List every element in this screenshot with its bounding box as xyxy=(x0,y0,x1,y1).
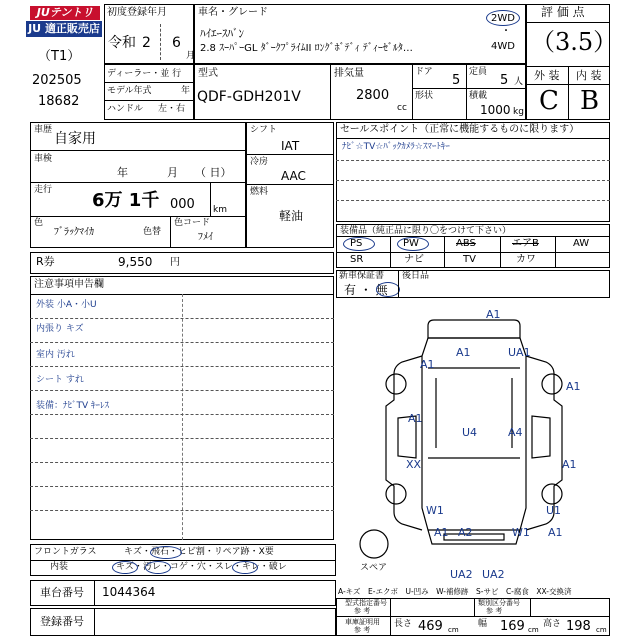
ac-value: AAC xyxy=(281,169,306,183)
inspection-day-unit: （ 日） xyxy=(195,166,232,179)
doors-value: 5 xyxy=(452,73,461,88)
color-code-label: 色コード xyxy=(174,218,211,228)
note-line: シート すれ xyxy=(36,375,84,385)
damage-mark: A1 xyxy=(566,380,581,393)
interior-label: 内 装 xyxy=(576,69,602,82)
exterior-grade: C xyxy=(539,86,559,116)
damage-mark: A1 xyxy=(408,412,423,425)
car-name-label: 車名・グレード xyxy=(198,7,268,18)
chassis-label: 車台番号 xyxy=(40,586,84,599)
inspection-label: 車検 xyxy=(34,154,53,164)
equipment-sr: SR xyxy=(350,254,364,265)
drive-separator: ・ xyxy=(501,26,511,37)
type-label: 型式 xyxy=(198,68,218,79)
capacity-unit: 人 xyxy=(514,77,524,87)
recycle-label: R券 xyxy=(36,255,55,268)
damage-mark: W1 xyxy=(512,526,530,539)
dealer-import-label: ディーラー・並 行 xyxy=(107,69,182,79)
tag-code: （T1） xyxy=(38,49,81,64)
notes-label: 注意事項申告欄 xyxy=(34,279,104,290)
note-line: 内張り キズ xyxy=(36,324,84,334)
cert-label: 車庫証明用 xyxy=(345,618,380,626)
damage-mark: UA1 xyxy=(508,346,531,359)
class-label: 類別区分番号 xyxy=(478,599,520,607)
warranty-value: 有 ・ 無 xyxy=(344,283,388,297)
damage-legend: A-キズ E-エクボ U-凹み W-補修跡 S-サビ C-腐食 XX-交換済 xyxy=(338,587,572,596)
selling-points-box xyxy=(336,122,610,222)
vehicle-damage-diagram xyxy=(336,298,610,582)
load-unit: kg xyxy=(513,107,524,117)
logo-dealer-text: 適正販売店 xyxy=(44,22,100,35)
damage-mark: A2 xyxy=(458,526,473,539)
color-change-label: 色替 xyxy=(143,227,162,237)
evaluation-label: 評 価 点 xyxy=(541,5,585,19)
mileage-unit: km xyxy=(213,205,227,215)
shape-label: 形状 xyxy=(415,91,434,101)
model-year-unit: 年 xyxy=(181,86,191,96)
spare-label: スペア xyxy=(360,563,388,573)
mileage-value: 6万 1千 xyxy=(92,190,160,211)
length-unit: cm xyxy=(448,626,459,634)
handle-label: ハンドル xyxy=(107,104,144,114)
handle-value: 左・右 xyxy=(158,104,186,114)
mileage-label: 走行 xyxy=(34,185,53,195)
front-glass-value: キズ・飛石・ヒビ割・リペア跡・X要 xyxy=(124,547,274,557)
equipment-label: 装備品（純正品に限り〇をつけて下さい） xyxy=(340,226,512,236)
type-cert-label: 型式指定番号 xyxy=(345,599,387,607)
note-line: 外装 小A・小U xyxy=(36,300,97,310)
registration-label: 初度登録年月 xyxy=(107,7,167,18)
equipment-airbag: エアB xyxy=(512,238,539,249)
interior-grade: B xyxy=(580,86,600,116)
car-grade: 2.8 ｽｰﾊﾟｰGL ﾀﾞｰｸﾌﾟﾗｲﾑII ﾛﾝｸﾞﾎﾞﾃﾞｨ ﾃﾞｨｰｾﾞﾙﾀ… xyxy=(200,43,413,54)
evaluation-score: （3.5） xyxy=(531,28,618,56)
ac-label: 冷房 xyxy=(250,157,269,167)
length-value: 469 xyxy=(418,619,443,634)
equipment-navi: ナビ xyxy=(404,254,424,265)
chassis-value: 1044364 xyxy=(102,585,156,599)
damage-mark: XX xyxy=(406,458,422,471)
note-line: 室内 汚れ xyxy=(36,350,75,360)
registration-month-unit: 月 xyxy=(186,51,196,61)
shift-value: IAT xyxy=(281,139,300,153)
width-value: 169 xyxy=(500,619,525,634)
load-value: 1000 xyxy=(480,103,511,117)
height-unit: cm xyxy=(596,626,607,634)
date-code: 202505 xyxy=(32,73,82,88)
drive-2wd: 2WD xyxy=(491,13,515,24)
mileage-rest: 000 xyxy=(170,197,195,212)
damage-mark: U4 xyxy=(462,426,478,439)
car-name: ﾊｲｴｰｽﾊﾞﾝ xyxy=(200,27,244,40)
damage-mark: A1 xyxy=(456,346,471,359)
front-glass-label: フロントガラス xyxy=(34,547,97,557)
fuel-value: 軽油 xyxy=(279,209,304,223)
recycle-unit: 円 xyxy=(170,257,180,268)
damage-mark: UA2 xyxy=(450,568,473,581)
equipment-tv: TV xyxy=(463,254,476,265)
damage-mark: A1 xyxy=(486,308,501,321)
type-value: QDF-GDH201V xyxy=(197,89,301,105)
recycle-box xyxy=(30,252,334,274)
interior-cond-label: 内装 xyxy=(50,562,69,572)
later-items-label: 後日品 xyxy=(402,271,430,281)
damage-mark: A4 xyxy=(508,426,523,439)
damage-mark: A1 xyxy=(562,458,577,471)
registration-year: 2 xyxy=(142,35,151,51)
interior-cond-value: キズ・汚レ・コゲ・穴・スレ・キレ・破レ xyxy=(116,562,287,572)
displacement-label: 排気量 xyxy=(334,68,364,79)
logo-brand: JUテントリ xyxy=(30,6,100,20)
warranty-label: 新車保証書 xyxy=(339,271,385,281)
note-line: 装備：ﾅﾋﾞTV ｷｰﾚｽ xyxy=(36,401,110,411)
exterior-label: 外 装 xyxy=(534,69,560,82)
logo-dealer xyxy=(26,21,102,37)
height-value: 198 xyxy=(566,619,591,634)
equipment-abs: ABS xyxy=(456,238,476,249)
damage-mark: UA2 xyxy=(482,568,505,581)
equipment-leather: カワ xyxy=(516,254,536,265)
plate-label: 登録番号 xyxy=(40,615,84,628)
selling-points-text: ﾅﾋﾞ☆TV☆ﾊﾞｯｸｶﾒﾗ☆ｽﾏｰﾄｷｰ xyxy=(342,142,450,152)
capacity-label: 定員 xyxy=(469,67,488,77)
cert-ref: 参 考 xyxy=(354,626,371,634)
width-label: 幅 xyxy=(478,619,488,629)
reference-number: 18682 xyxy=(38,94,80,109)
model-year-label: モデル年式 xyxy=(107,86,152,96)
drive-4wd: 4WD xyxy=(491,41,515,52)
color-code-value: ﾌﾒｲ xyxy=(198,232,213,243)
fuel-label: 燃料 xyxy=(250,187,269,197)
equipment-ps: PS xyxy=(350,238,363,249)
selling-points-label: セールスポイント（正常に機能するものに限ります） xyxy=(340,124,580,135)
class-ref: 参 考 xyxy=(486,607,503,615)
recycle-value: 9,550 xyxy=(118,255,153,269)
color-label: 色 xyxy=(34,218,44,228)
doors-label: ドア xyxy=(415,67,433,77)
inspection-month-unit: 月 xyxy=(167,166,178,179)
equipment-pw: PW xyxy=(403,238,419,249)
height-label: 高さ xyxy=(543,619,562,629)
type-cert-ref: 参 考 xyxy=(354,607,371,615)
damage-mark: W1 xyxy=(426,504,444,517)
width-unit: cm xyxy=(528,626,539,634)
damage-mark: A1 xyxy=(420,358,435,371)
damage-mark: A1 xyxy=(548,526,563,539)
color-value: ﾌﾞﾗｯｸﾏｲｶ xyxy=(54,227,94,238)
inspection-year-unit: 年 xyxy=(117,166,128,179)
load-label: 積載 xyxy=(469,91,488,101)
length-label: 長さ xyxy=(394,619,413,629)
usage-value: 自家用 xyxy=(54,131,96,147)
registration-month: 6 xyxy=(172,35,181,51)
capacity-value: 5 xyxy=(500,73,509,88)
damage-mark: U1 xyxy=(546,504,562,517)
shift-label: シフト xyxy=(250,125,278,135)
displacement-unit: cc xyxy=(397,103,407,113)
damage-mark: A1 xyxy=(434,526,449,539)
equipment-aw: AW xyxy=(573,238,590,249)
logo-ju: JU xyxy=(28,22,42,35)
displacement-value: 2800 xyxy=(356,88,390,103)
usage-label: 車歴 xyxy=(34,125,53,135)
registration-era: 令和 xyxy=(108,35,136,51)
